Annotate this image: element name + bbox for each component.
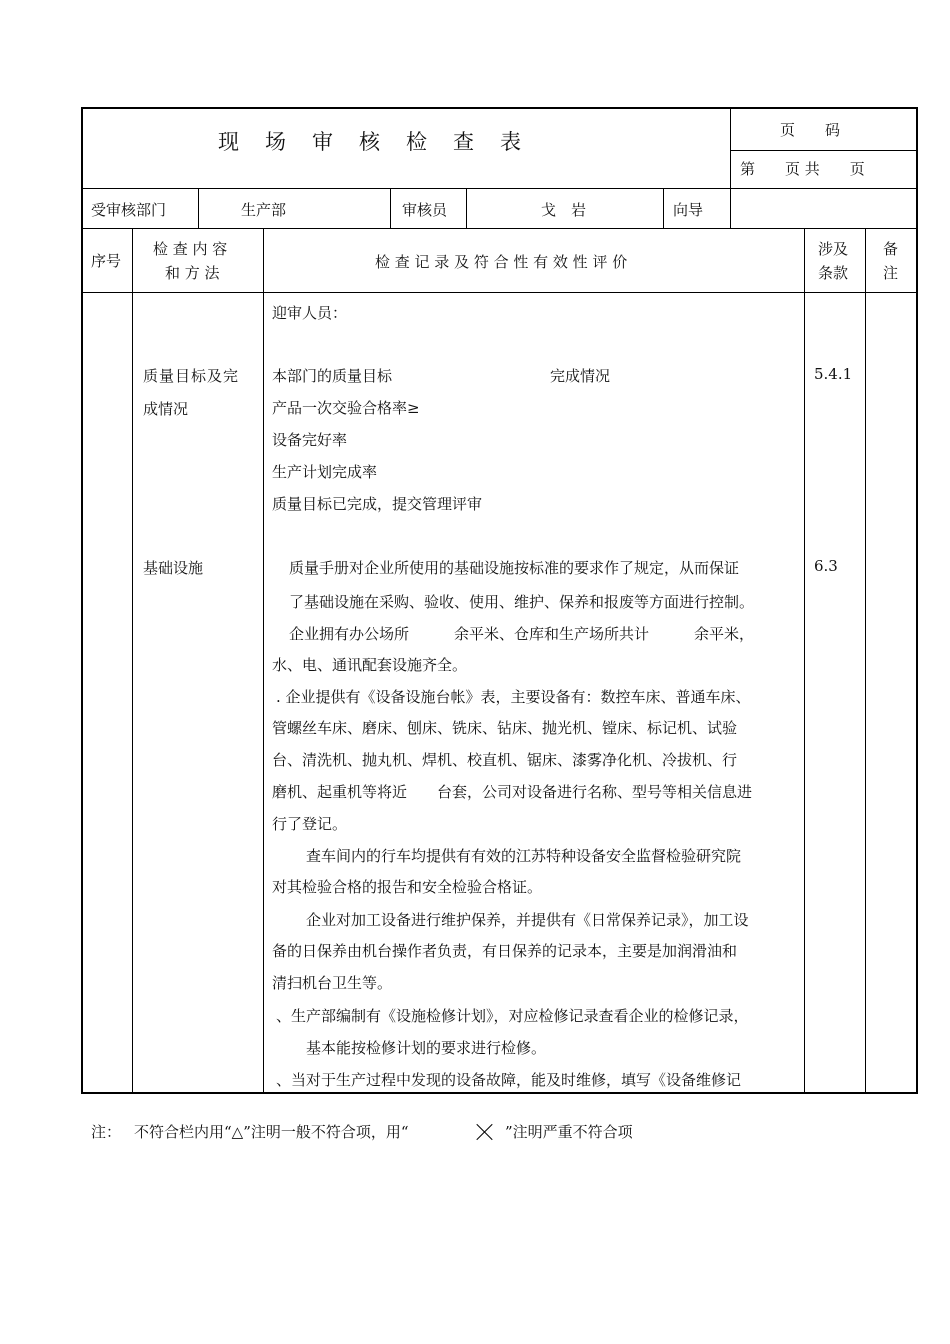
goal-conclusion: 质量目标已完成，提交管理评审 <box>272 495 483 513</box>
record-line: 基本能按检修计划的要求进行检修。 <box>306 1039 547 1057</box>
table-border-bottom <box>81 1092 918 1094</box>
column-header-remark-line2: 注 <box>883 264 899 282</box>
audited-dept-label: 受审核部门 <box>91 201 167 219</box>
column-header-remark-line1: 备 <box>883 240 899 258</box>
footnote-text-b: ”注明严重不符合项 <box>505 1123 633 1141</box>
column-divider-clause <box>865 229 866 1093</box>
record-line: 磨机、起重机等将近 台套，公司对设备进行名称、型号等相关信息进 <box>272 783 753 801</box>
auditor-label: 审核员 <box>402 201 448 219</box>
page-code-label: 页 码 <box>780 121 841 139</box>
page-cell-divider <box>731 150 917 151</box>
table-border-top <box>81 107 918 109</box>
goal-item: 产品一次交验合格率≥ <box>272 399 420 417</box>
record-line: 对其检验合格的报告和安全检验合格证。 <box>272 878 543 896</box>
footnote-text-a: 不符合栏内用“△”注明一般不符合项，用“ <box>134 1123 409 1141</box>
record-line: 、生产部编制有《设施检修计划》，对应检修记录查看企业的检修记录， <box>276 1007 749 1025</box>
column-header-clause-line1: 涉及 <box>818 240 849 258</box>
record-line: 台、清洗机、抛丸机、焊机、校直机、锯床、漆雾净化机、冷拔机、行 <box>272 751 738 769</box>
page-of-label: 第 页 共 页 <box>740 160 865 178</box>
footnote-prefix: 注： <box>91 1123 122 1141</box>
item-clause: 5.4.1 <box>814 365 853 383</box>
column-header-seq: 序号 <box>91 252 122 270</box>
column-divider-method <box>263 229 264 1093</box>
column-header-bottom-rule <box>82 292 917 293</box>
column-header-method-line1: 检 查 内 容 <box>153 240 228 258</box>
record-line: 备的日保养由机台操作者负责，有日保养的记录本，主要是加润滑油和 <box>272 942 738 960</box>
info-row-bottom-rule <box>82 228 917 229</box>
guide-label: 向导 <box>673 201 704 219</box>
record-line: 了基础设施在采购、验收、使用、维护、保养和报废等方面进行控制。 <box>289 593 755 611</box>
item-topic-line2: 成情况 <box>143 400 189 418</box>
header-divider <box>730 108 731 228</box>
record-line: 质量手册对企业所使用的基础设施按标准的要求作了规定，从而保证 <box>289 559 740 577</box>
audited-dept-value: 生产部 <box>241 201 287 219</box>
column-divider-record <box>804 229 805 1093</box>
goal-header-right: 完成情况 <box>550 367 611 385</box>
form-title: 现场审核检查表 <box>218 130 547 154</box>
info-divider-3 <box>466 188 467 228</box>
column-header-record: 检 查 记 录 及 符 合 性 有 效 性 评 价 <box>375 253 628 271</box>
info-divider-2 <box>390 188 391 228</box>
record-line: 查车间内的行车均提供有有效的江苏特种设备安全监督检验研究院 <box>306 847 742 865</box>
header-bottom-rule <box>82 188 917 189</box>
item-topic-line1: 基础设施 <box>143 559 204 577</box>
table-border-left <box>81 107 83 1094</box>
record-line: 企业对加工设备进行维护保养，并提供有《日常保养记录》，加工设 <box>306 911 749 929</box>
record-line: 清扫机台卫生等。 <box>272 974 393 992</box>
record-line: 管螺丝车床、磨床、刨床、铣床、钻床、抛光机、镗床、标记机、试验 <box>272 719 738 737</box>
goal-item: 设备完好率 <box>272 431 348 449</box>
column-header-method-line2: 和 方 法 <box>165 264 220 282</box>
record-line: 行了登记。 <box>272 815 348 833</box>
cross-mark-icon <box>477 1124 493 1140</box>
record-line: . 企业提供有《设备设施台帐》表，主要设备有：数控车床、普通车床、 <box>276 688 751 706</box>
info-divider-1 <box>198 188 199 228</box>
column-divider-seq <box>132 229 133 1093</box>
record-line: 水、电、通讯配套设施齐全。 <box>272 656 468 674</box>
table-border-right <box>916 107 918 1094</box>
goal-item: 生产计划完成率 <box>272 463 378 481</box>
goal-header-left: 本部门的质量目标 <box>272 367 393 385</box>
record-line: 企业拥有办公场所 余平米、仓库和生产场所共计 余平米， <box>289 625 755 643</box>
info-divider-4 <box>663 188 664 228</box>
auditor-value: 戈 岩 <box>541 201 587 219</box>
column-header-clause-line2: 条款 <box>818 264 849 282</box>
item-topic-line1: 质量目标及完 <box>143 367 240 385</box>
record-line: 、当对于生产过程中发现的设备故障，能及时维修，填写《设备维修记 <box>276 1071 742 1089</box>
item-clause: 6.3 <box>814 557 838 575</box>
reception-personnel: 迎审人员： <box>272 304 348 322</box>
